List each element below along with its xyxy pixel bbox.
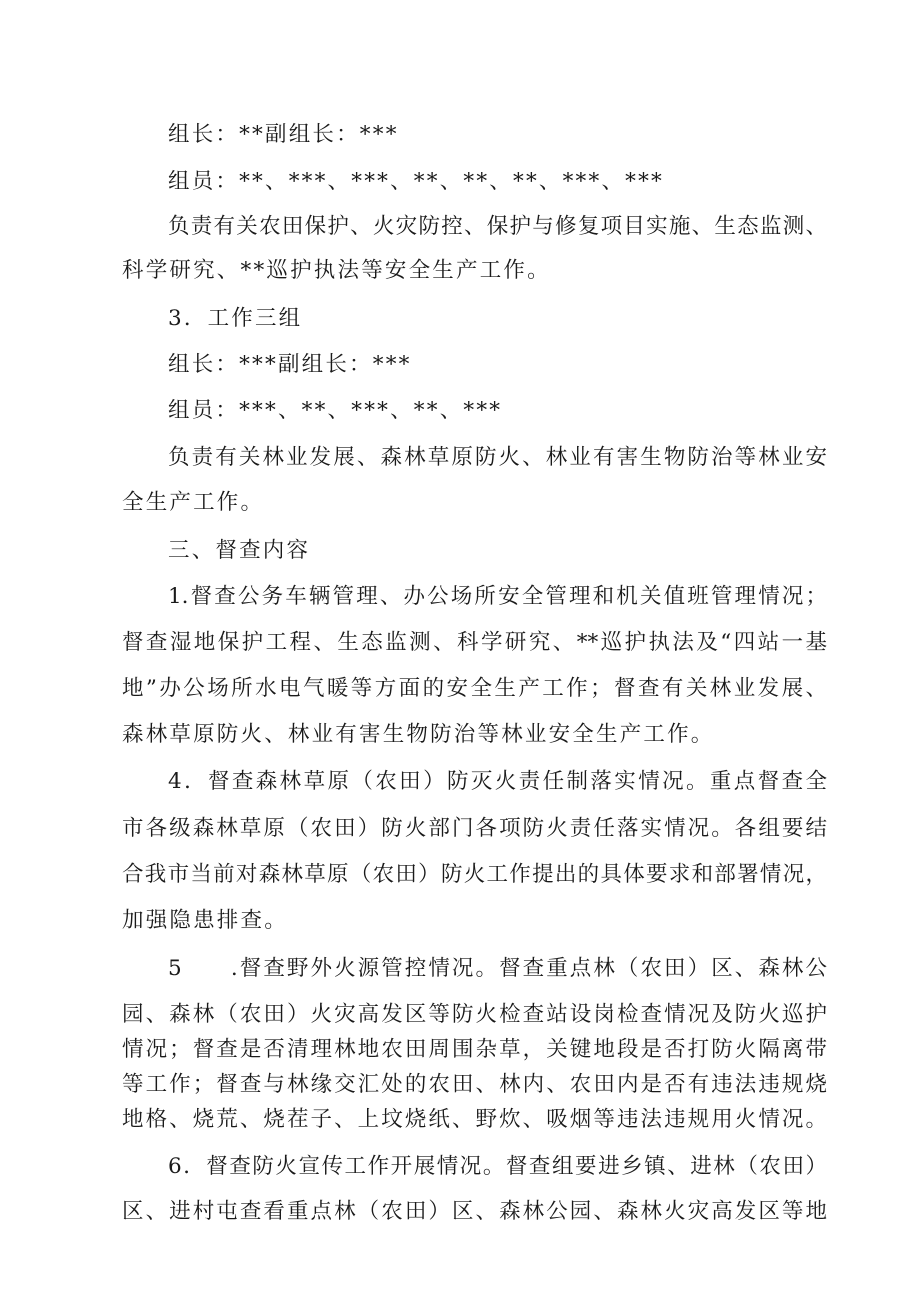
item1-line-3: 地”办公场所水电气暖等方面的安全生产工作；督查有关林业发展、 [122,676,827,701]
team2-duty-line-1: 负责有关农田保护、火灾防控、保护与修复项目实施、生态监测、 [168,214,827,239]
item5-line-3: 情况；督查是否清理林地农田周围杂草，关键地段是否打防火隔离带 [122,1037,827,1062]
item4-line-2: 市各级森林草原（农田）防火部门各项防火责任落实情况。各组要结 [122,816,827,841]
team3-duty-line-1: 负责有关林业发展、森林草原防火、林业有害生物防治等林业安 [168,445,827,470]
item1-line-4: 森林草原防火、林业有害生物防治等林业安全生产工作。 [122,722,715,747]
section-heading-inspection: 三、督查内容 [168,538,311,563]
team3-leaders: 组长：***副组长：*** [168,352,412,377]
item4-line-3: 合我市当前对森林草原（农田）防火工作提出的具体要求和部署情况， [122,862,827,887]
item5-line-4: 等工作；督查与林缘交汇处的农田、林内、农田内是否有违法违规烧 [122,1072,827,1097]
item5-line-2: 园、森林（农田）火灾高发区等防火检查站设岗检查情况及防火巡护 [122,1002,827,1027]
item4-line-1: 4．督查森林草原（农田）防灭火责任制落实情况。重点督查全 [168,769,827,794]
team2-members: 组员：**、***、***、**、**、**、***、*** [168,169,665,194]
item4-line-4: 加强隐患排查。 [122,908,288,933]
item6-line-1: 6．督查防火宣传工作开展情况。督查组要进乡镇、进林（农田） [168,1154,827,1179]
team3-members: 组员：***、**、***、**、*** [168,398,503,423]
item1-line-2: 督查湿地保护工程、生态监测、科学研究、**巡护执法及“四站一基 [122,630,827,655]
item1-line-1: 1.督查公务车辆管理、办公场所安全管理和机关值班管理情况； [168,584,827,609]
team2-leaders: 组长：**副组长：*** [168,122,399,147]
item6-line-2: 区、进村屯查看重点林（农田）区、森林公园、森林火灾高发区等地 [122,1199,827,1224]
item5-line-5: 地格、烧荒、烧茬子、上坟烧纸、野炊、吸烟等违法违规用火情况。 [122,1107,827,1132]
team3-heading: 3．工作三组 [168,306,303,331]
team2-duty-line-2: 科学研究、**巡护执法等安全生产工作。 [122,258,551,283]
item5-line-1: 5 .督查野外火源管控情况。督查重点林（农田）区、森林公 [168,956,827,981]
team3-duty-line-2: 全生产工作。 [122,490,265,515]
